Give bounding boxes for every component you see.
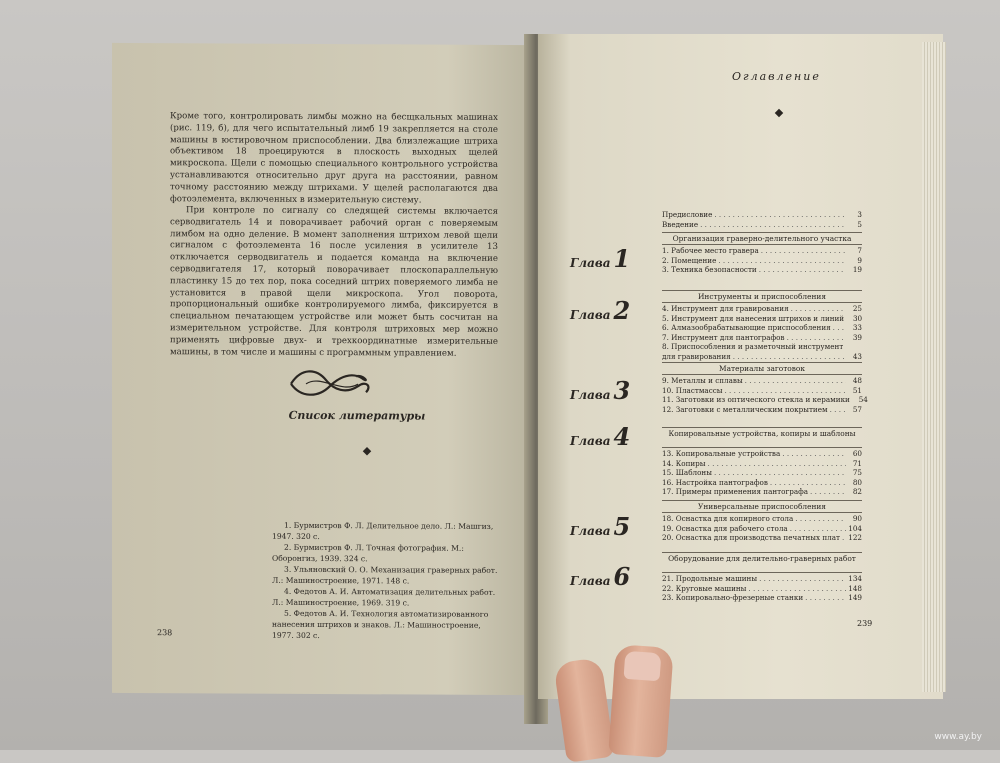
chapter-number: 2 <box>613 296 631 325</box>
toc-page-number: 57 <box>852 404 862 414</box>
open-book <box>112 34 942 704</box>
chapter-heading: Материалы заготовок <box>719 364 805 373</box>
toc-row <box>662 314 862 323</box>
toc-entry-title: 19. Оснастка для рабочего стола <box>662 523 788 533</box>
toc-entry-title: 14. Копиры <box>662 458 706 468</box>
toc-entry-title: 23. Копировально-фрезерные станки <box>662 593 804 602</box>
toc-entry-title: 1. Рабочее место гравера <box>662 246 759 255</box>
chapter-word: Глава <box>570 574 611 588</box>
toc-entry-title: Предисловие <box>662 210 713 219</box>
dot-leader <box>842 533 846 542</box>
toc-page-number: 48 <box>852 376 862 385</box>
chapter-heading: Универсальные приспособления <box>698 502 826 511</box>
toc-page-number: 122 <box>848 533 862 542</box>
left-paragraph-1: Кроме того, контролировать лимбы можно на бесщкальных машинах (рис. 119, б), для чего испытательный лимб 19 закрепляется на столе машины в юстировочном приспособлении. Два близлежащие штриха объективом 18 проецируются в плоскость выходных щелей микроскопа. Щели с помощью специального контрольного устройства устанавливаются относительно друг друга на расстоянии, равном точному расстоянию между штрихами. У щелей располагаются два фотоэлемента, включенных в измерительную систему. <box>170 111 498 206</box>
chapter-number: 3 <box>613 376 631 405</box>
chapter-label <box>570 296 630 325</box>
toc-row <box>662 210 862 219</box>
toc-row <box>662 478 862 487</box>
toc-divider <box>662 232 862 233</box>
chapter-heading: Инструменты и приспособления <box>697 292 827 301</box>
toc-row <box>662 352 862 361</box>
toc-page-number: 82 <box>852 487 862 496</box>
toc-row <box>662 405 862 414</box>
toc-entry-title: 11. Заготовки из оптического стекла и керамики <box>662 395 850 404</box>
toc-page-number: 104 <box>848 523 862 533</box>
references-title: Список литературы <box>288 408 426 423</box>
toc-entry-title: 21. Продольные машины <box>662 574 758 583</box>
toc-page-number: 30 <box>852 313 863 323</box>
toc-row <box>662 449 862 458</box>
toc-entry-title: для гравирования <box>662 351 731 361</box>
toc-page-number: 71 <box>852 458 862 468</box>
toc-page-number: 51 <box>852 385 862 395</box>
dot-leader <box>759 265 846 274</box>
toc-page-number: 3 <box>857 210 862 219</box>
chapter-word: Глава <box>570 524 611 538</box>
toc-entry-title: 18. Оснастка для копирного стола <box>662 514 794 523</box>
dot-leader <box>700 220 846 229</box>
toc-page-number: 60 <box>852 449 862 458</box>
chapter-label <box>570 244 630 273</box>
toc-page-number: 43 <box>852 351 862 361</box>
toc-entry-title: Введение <box>662 220 699 229</box>
reference-item: 4. Федотов А. И. Автоматизация делительных работ. Л.: Машиностроение, 1969. 319 с. <box>272 586 496 608</box>
toc-divider <box>662 427 862 428</box>
chapter-label <box>570 512 630 541</box>
toc-row <box>662 574 862 583</box>
toc-divider <box>662 512 862 513</box>
toc-entry-title: 9. Металлы и сплавы <box>662 376 743 385</box>
chapter-number: 4 <box>613 422 631 451</box>
toc-page-number: 39 <box>852 332 862 342</box>
toc-row <box>662 386 862 395</box>
dot-leader <box>833 323 846 332</box>
toc-row <box>662 342 862 351</box>
toc-row <box>662 246 862 255</box>
toc-entry-title: 22. Круговые машины <box>662 583 747 593</box>
chapter-number: 5 <box>613 512 631 541</box>
chapter-word: Глава <box>570 388 611 402</box>
chapter-heading: Оборудование для делительно-граверных работ <box>668 554 856 563</box>
references-list <box>272 520 504 642</box>
dot-leader <box>790 524 846 533</box>
chapter-word: Глава <box>570 308 611 322</box>
toc-divider <box>662 572 862 573</box>
toc-row <box>662 487 862 496</box>
toc-page-number: 19 <box>852 265 862 274</box>
toc-divider <box>662 500 862 501</box>
toc-entry-title: 16. Настройка пантографов <box>662 477 768 487</box>
finger <box>608 644 674 758</box>
chapter-heading: Организация граверно-делительного участка <box>672 234 852 243</box>
toc-row <box>662 514 862 523</box>
toc-title: Оглавление <box>732 70 821 83</box>
left-page <box>112 43 532 695</box>
toc-page-number: 33 <box>852 323 862 332</box>
chapter-number: 6 <box>613 562 631 591</box>
dot-leader <box>745 376 846 385</box>
toc-entry-title: 8. Приспособления и разметочный инструмент <box>662 342 844 351</box>
toc-row <box>662 533 862 542</box>
dot-leader <box>830 405 846 414</box>
chapter-label <box>570 422 630 451</box>
toc-divider <box>662 290 862 291</box>
toc-entry-title: 6. Алмазообрабатывающие приспособления <box>662 323 831 332</box>
dot-leader <box>748 584 846 593</box>
dot-leader <box>787 333 846 342</box>
toc-page-number: 54 <box>858 395 868 404</box>
toc-page-number: 9 <box>857 255 862 265</box>
toc-row <box>662 333 862 342</box>
toc-page-number: 148 <box>848 583 862 593</box>
dot-leader <box>782 449 846 458</box>
toc-page-number: 80 <box>852 477 862 487</box>
toc-page-number: 5 <box>857 220 862 229</box>
toc-row <box>662 584 862 593</box>
chapter-number: 1 <box>613 244 631 273</box>
toc-page-number: 134 <box>848 574 862 583</box>
toc-entry-title: 2. Помещение <box>662 255 717 265</box>
toc-divider <box>662 244 862 245</box>
dot-leader <box>708 459 846 468</box>
dot-leader <box>714 210 846 219</box>
dot-leader <box>724 386 846 395</box>
dot-leader <box>810 487 846 496</box>
dot-leader <box>759 574 846 583</box>
toc-entry-title: 10. Пластмассы <box>662 385 723 395</box>
toc-row <box>662 524 862 533</box>
toc-row <box>662 459 862 468</box>
fingernail <box>624 651 662 681</box>
toc-page-number: 7 <box>857 246 862 255</box>
dot-leader <box>733 352 846 361</box>
page-number-left: 238 <box>157 628 173 638</box>
toc-divider <box>662 302 862 303</box>
toc-page-number: 75 <box>852 468 862 477</box>
toc-row <box>662 468 862 477</box>
toc-row <box>662 376 862 385</box>
dot-leader <box>805 593 846 602</box>
toc-row <box>662 593 862 602</box>
toc-row <box>662 256 862 265</box>
chapter-word: Глава <box>570 434 611 448</box>
toc-row <box>662 323 862 332</box>
toc-entry-title: 15. Шаблоны <box>662 468 712 477</box>
left-paragraph-2: При контроле по сигналу со следящей системы включается серводвигатель 14 и поворачивает рабочий орган с поверяемым лимбом на одно деление. В момент заполнения штрихом левой щели сигналом с фотоэлемента 16 после усиления в усилителе 13 отключается серводвигатель и подается команда на включение серводвигателя 17, который поворачивает плоскопараллельную пластинку 15 до тех пор, пока соседний штрих поверяемого лимба не установится в правой щели микроскопа. Угол поворота, пропорциональный ошибке контролируемого лимба, фиксируется в специальном печатающем устройстве или может быть сосчитан на измерительном устройстве. Для контроля штриховых мер можно применять цифровые двух- и трехкоординатные измерительные машины, в том числе и машины с программным управлением. <box>170 205 498 359</box>
toc-page-number: 90 <box>852 514 862 523</box>
toc-row <box>662 395 868 404</box>
dot-leader <box>795 514 846 523</box>
diamond-ornament <box>363 447 371 455</box>
chapter-label <box>570 562 630 591</box>
chapter-label <box>570 376 630 405</box>
page-number-right: 239 <box>857 619 873 628</box>
toc-entry-title: 20. Оснастка для производства печатных плат <box>662 533 840 542</box>
toc-page-number <box>843 342 857 351</box>
toc-entry-title: 7. Инструмент для пантографов <box>662 332 785 342</box>
toc-entry-title: 13. Копировальные устройства <box>662 449 781 458</box>
watermark: www.ay.by <box>934 732 982 742</box>
toc-entry-title: 12. Заготовки с металлическим покрытием <box>662 404 828 414</box>
dot-leader <box>761 246 846 255</box>
dot-leader <box>718 256 846 265</box>
chapter-heading: Копировальные устройства, копиры и шаблоны <box>668 429 856 438</box>
toc-entry-title: 3. Техника безопасности <box>662 265 757 274</box>
dot-leader <box>714 468 846 477</box>
reference-item: 3. Ульяновский О. О. Механизация граверных работ. Л.: Машиностроение, 1971. 148 с. <box>272 564 498 586</box>
toc-divider <box>662 447 862 448</box>
dot-leader <box>791 304 846 313</box>
reference-item: 5. Федотов А. И. Технология автоматизированного нанесения штрихов и знаков. Л.: Машиностроение, 1977. 302 с. <box>272 608 489 640</box>
dot-leader <box>770 478 846 487</box>
toc-entry-title: 5. Инструмент для нанесения штрихов и линий <box>662 313 845 323</box>
toc-divider <box>662 362 862 363</box>
toc-row <box>662 304 862 313</box>
toc-page-number: 149 <box>848 593 862 602</box>
page-edges <box>922 42 946 692</box>
toc-divider <box>662 552 862 553</box>
toc-row <box>662 220 862 229</box>
toc-entry-title: 4. Инструмент для гравирования <box>662 304 789 313</box>
toc-divider <box>662 374 862 375</box>
reference-item: 1. Бурмистров Ф. Л. Делительное дело. Л.: Машгиз, 1947. 320 с. <box>272 520 494 541</box>
reference-item: 2. Бурмистров Ф. Л. Точная фотография. М.: Оборонгиз, 1939. 324 с. <box>272 542 464 564</box>
ornament-flourish <box>286 366 376 402</box>
chapter-word: Глава <box>570 256 611 270</box>
toc-page-number: 25 <box>852 304 862 313</box>
toc-entry-title: 17. Примеры применения пантографа <box>662 487 809 496</box>
toc-row <box>662 265 862 274</box>
